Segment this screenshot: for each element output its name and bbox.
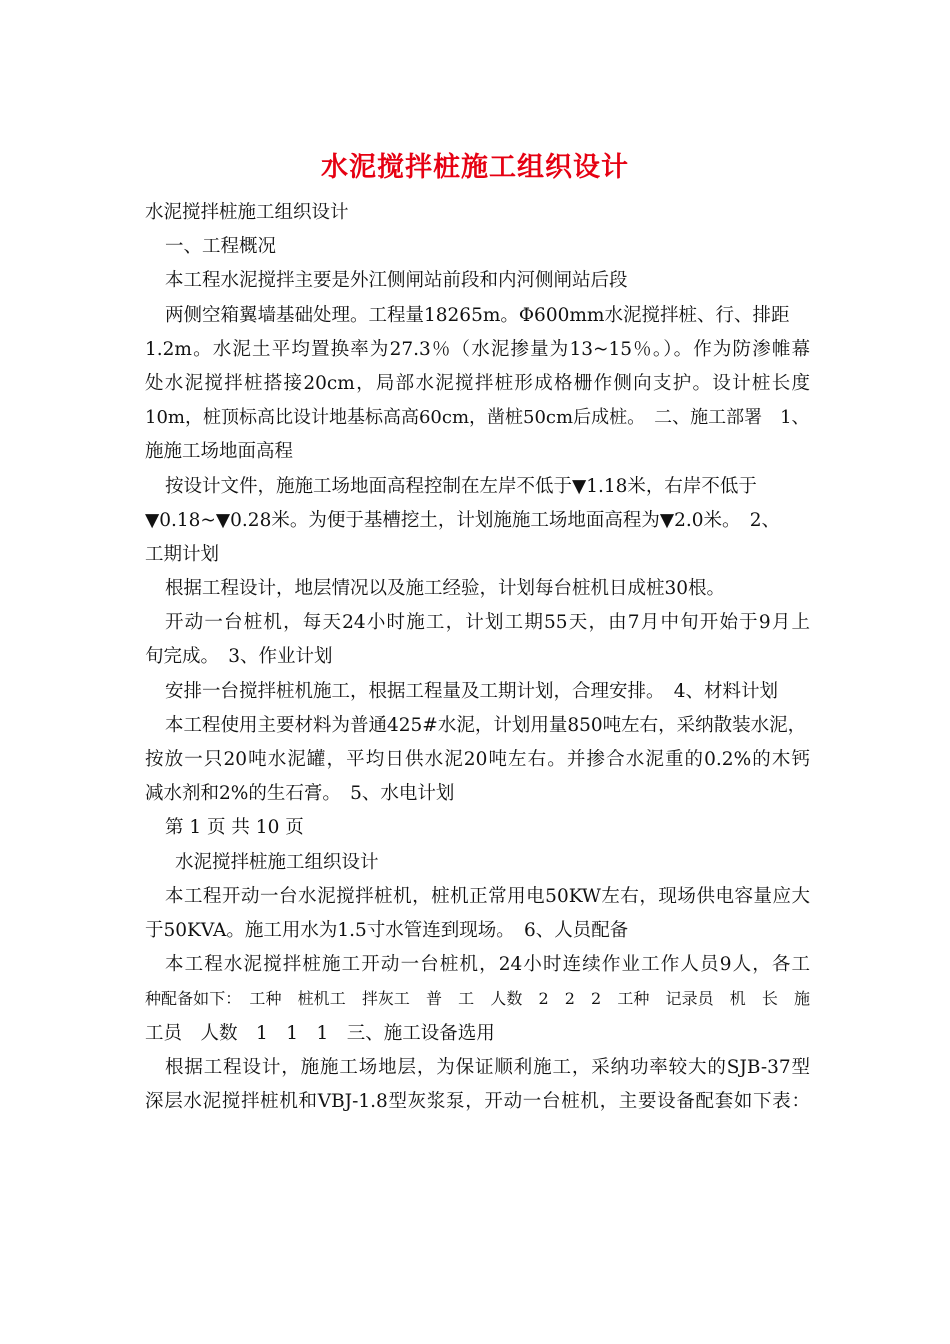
paragraph-line: 于50KVA。施工用水为1.5寸水管连到现场。 6、人员配备 <box>145 919 629 941</box>
document-body <box>145 196 810 1119</box>
paragraph-line: 工员 人数 1 1 1 三、施工设备选用 <box>145 1022 495 1044</box>
paragraph-line: 根据工程设计，施施工场地层，为保证顺利施工，采纳功率较大的SJB-37型 <box>165 1056 810 1078</box>
paragraph-line: 两侧空箱翼墙基础处理。工程量18265m。Φ600mm水泥搅拌桩、行、排距 <box>165 304 790 326</box>
paragraph-line: 工期计划 <box>145 543 220 565</box>
paragraph-line: 按放一只20吨水泥罐，平均日供水泥20吨左右。并掺合水泥重的0.2%的木钙 <box>145 749 810 770</box>
paragraph-line: 本工程水泥搅拌桩施工开动一台桩机，24小时连续作业工作人员9人，各工 <box>165 954 810 976</box>
paragraph-line: 旬完成。 3、作业计划 <box>145 646 333 668</box>
page-header: 水泥搅拌桩施工组织设计 <box>175 851 379 873</box>
paragraph-line: 减水剂和2%的生石膏。 5、水电计划 <box>145 783 455 805</box>
paragraph-line: 按设计文件，施施工场地面高程控制在左岸不低于▼1.18米，右岸不低于 <box>165 475 757 497</box>
section-heading: 一、工程概况 <box>165 236 277 258</box>
paragraph-line: 处水泥搅拌桩搭接20cm，局部水泥搅拌桩形成格栅作侧向支护。设计桩长度 <box>145 372 810 394</box>
page-footer: 第 1 页 共 10 页 <box>165 817 304 839</box>
paragraph-line: 安排一台搅拌桩机施工，根据工程量及工期计划，合理安排。 4、材料计划 <box>165 680 779 702</box>
paragraph-line: 深层水泥搅拌桩机和VBJ-1.8型灰浆泵，开动一台桩机，主要设备配套如下表： <box>145 1090 810 1112</box>
paragraph-line: 1.2m。水泥土平均置换率为27.3％（水泥掺量为13~15％。）。作为防渗帷幕 <box>145 338 810 360</box>
document-title: 水泥搅拌桩施工组织设计 <box>321 152 629 183</box>
paragraph-line: 根据工程设计，地层情况以及施工经验，计划每台桩机日成桩30根。 <box>165 578 726 600</box>
paragraph-line: 施施工场地面高程 <box>145 441 294 463</box>
paragraph-line: 本工程使用主要材料为普通425#水泥，计划用量850吨左右，采纳散装水泥， <box>165 714 807 736</box>
subtitle-line: 水泥搅拌桩施工组织设计 <box>145 202 349 223</box>
paragraph-line: 开动一台桩机，每天24小时施工，计划工期55天，由7月中旬开始于9月上 <box>165 612 810 634</box>
paragraph-line: 本工程水泥搅拌主要是外江侧闸站前段和内河侧闸站后段 <box>165 270 628 292</box>
paragraph-line: ▼0.18~▼0.28米。为便于基槽挖土，计划施施工场地面高程为▼2.0米。 2、 <box>145 509 781 531</box>
paragraph-line: 种配备如下： 工种 桩机工 拌灰工 普 工 人数 2 2 2 工种 记录员 机 长 施 <box>145 989 810 1009</box>
paragraph-line: 10m，桩顶标高比设计地基标高高60cm，凿桩50cm后成桩。 二、施工部署 1、 <box>145 407 810 429</box>
paragraph-line: 本工程开动一台水泥搅拌桩机，桩机正常用电50KW左右，现场供电容量应大 <box>165 885 810 907</box>
